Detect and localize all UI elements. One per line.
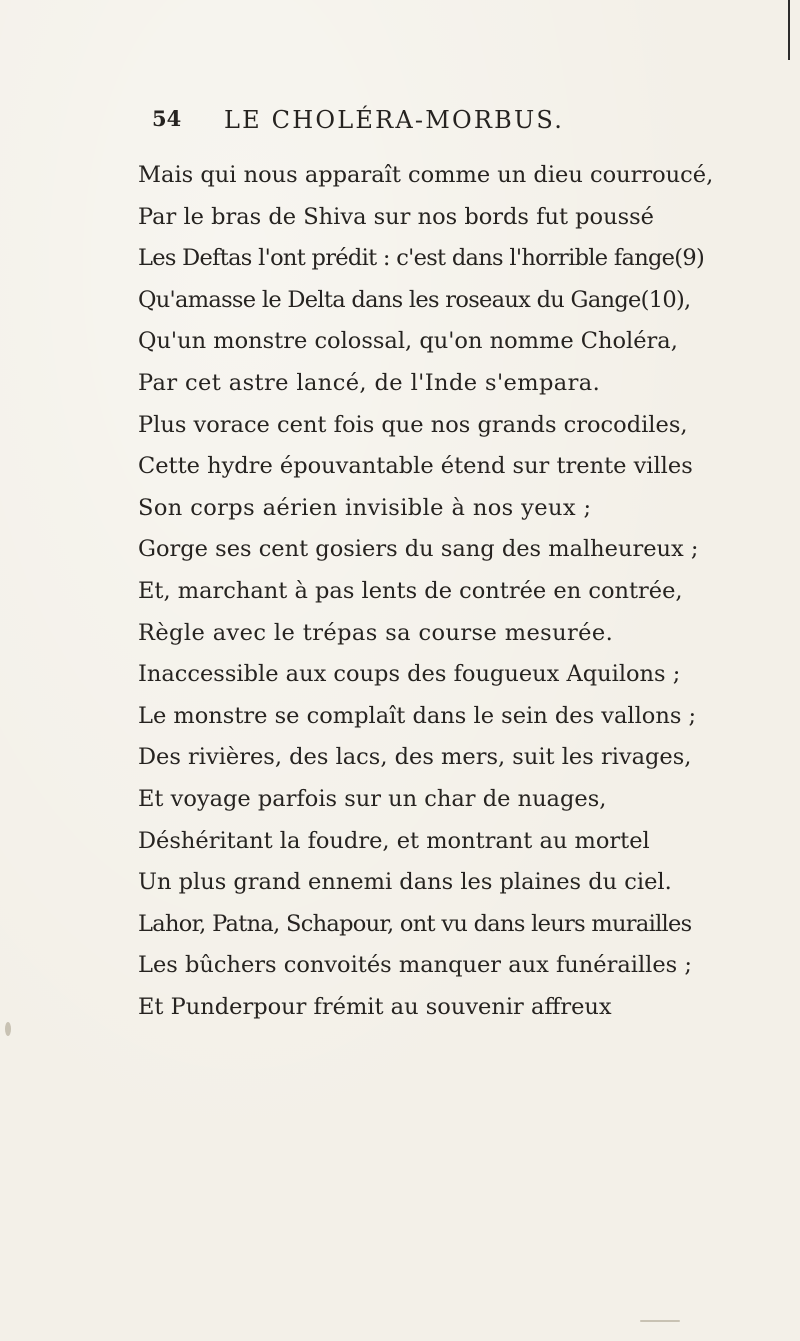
verse-line: Qu'amasse le Delta dans les roseaux du Gange(10), xyxy=(138,286,691,313)
verse-line: Cette hydre épouvantable étend sur trente villes xyxy=(138,453,693,480)
paper-speck xyxy=(640,1320,680,1322)
verse-line: Règle avec le trépas sa course mesurée. xyxy=(138,619,614,646)
verse-line: Inaccessible aux coups des fougueux Aquilons ; xyxy=(138,661,681,688)
verse-line: Par cet astre lancé, de l'Inde s'empara. xyxy=(138,369,601,396)
verse-line: Et Punderpour frémit au souvenir affreux xyxy=(138,993,612,1020)
page-number: 54 xyxy=(152,106,182,131)
running-title: LE CHOLÉRA-MORBUS. xyxy=(224,106,565,134)
verse-line: Qu'un monstre colossal, qu'on nomme Choléra, xyxy=(138,328,678,355)
page-edge-line xyxy=(788,0,800,60)
poem-body xyxy=(138,155,788,1028)
verse-line: Son corps aérien invisible à nos yeux ; xyxy=(138,494,592,521)
verse-line: Et, marchant à pas lents de contrée en contrée, xyxy=(138,577,683,604)
paper-speck xyxy=(5,1022,11,1036)
verse-line: Les Deftas l'ont prédit : c'est dans l'horrible fange(9) xyxy=(138,245,705,272)
verse-line: Lahor, Patna, Schapour, ont vu dans leurs murailles xyxy=(138,910,692,937)
verse-line: Et voyage parfois sur un char de nuages, xyxy=(138,785,607,812)
verse-line: Mais qui nous apparaît comme un dieu courroucé, xyxy=(138,162,714,188)
verse-line: Plus vorace cent fois que nos grands crocodiles, xyxy=(138,411,688,438)
page-header xyxy=(152,106,672,142)
verse-line: Gorge ses cent gosiers du sang des malheureux ; xyxy=(138,536,699,563)
verse-line: Les bûchers convoités manquer aux funérailles ; xyxy=(138,952,692,979)
verse-line: Par le bras de Shiva sur nos bords fut poussé xyxy=(138,203,654,230)
verse-line: Déshéritant la foudre, et montrant au mortel xyxy=(138,827,650,854)
verse-line: Le monstre se complaît dans le sein des vallons ; xyxy=(138,702,697,729)
verse-line: Des rivières, des lacs, des mers, suit les rivages, xyxy=(138,744,692,771)
verse-line: Un plus grand ennemi dans les plaines du ciel. xyxy=(138,869,672,896)
